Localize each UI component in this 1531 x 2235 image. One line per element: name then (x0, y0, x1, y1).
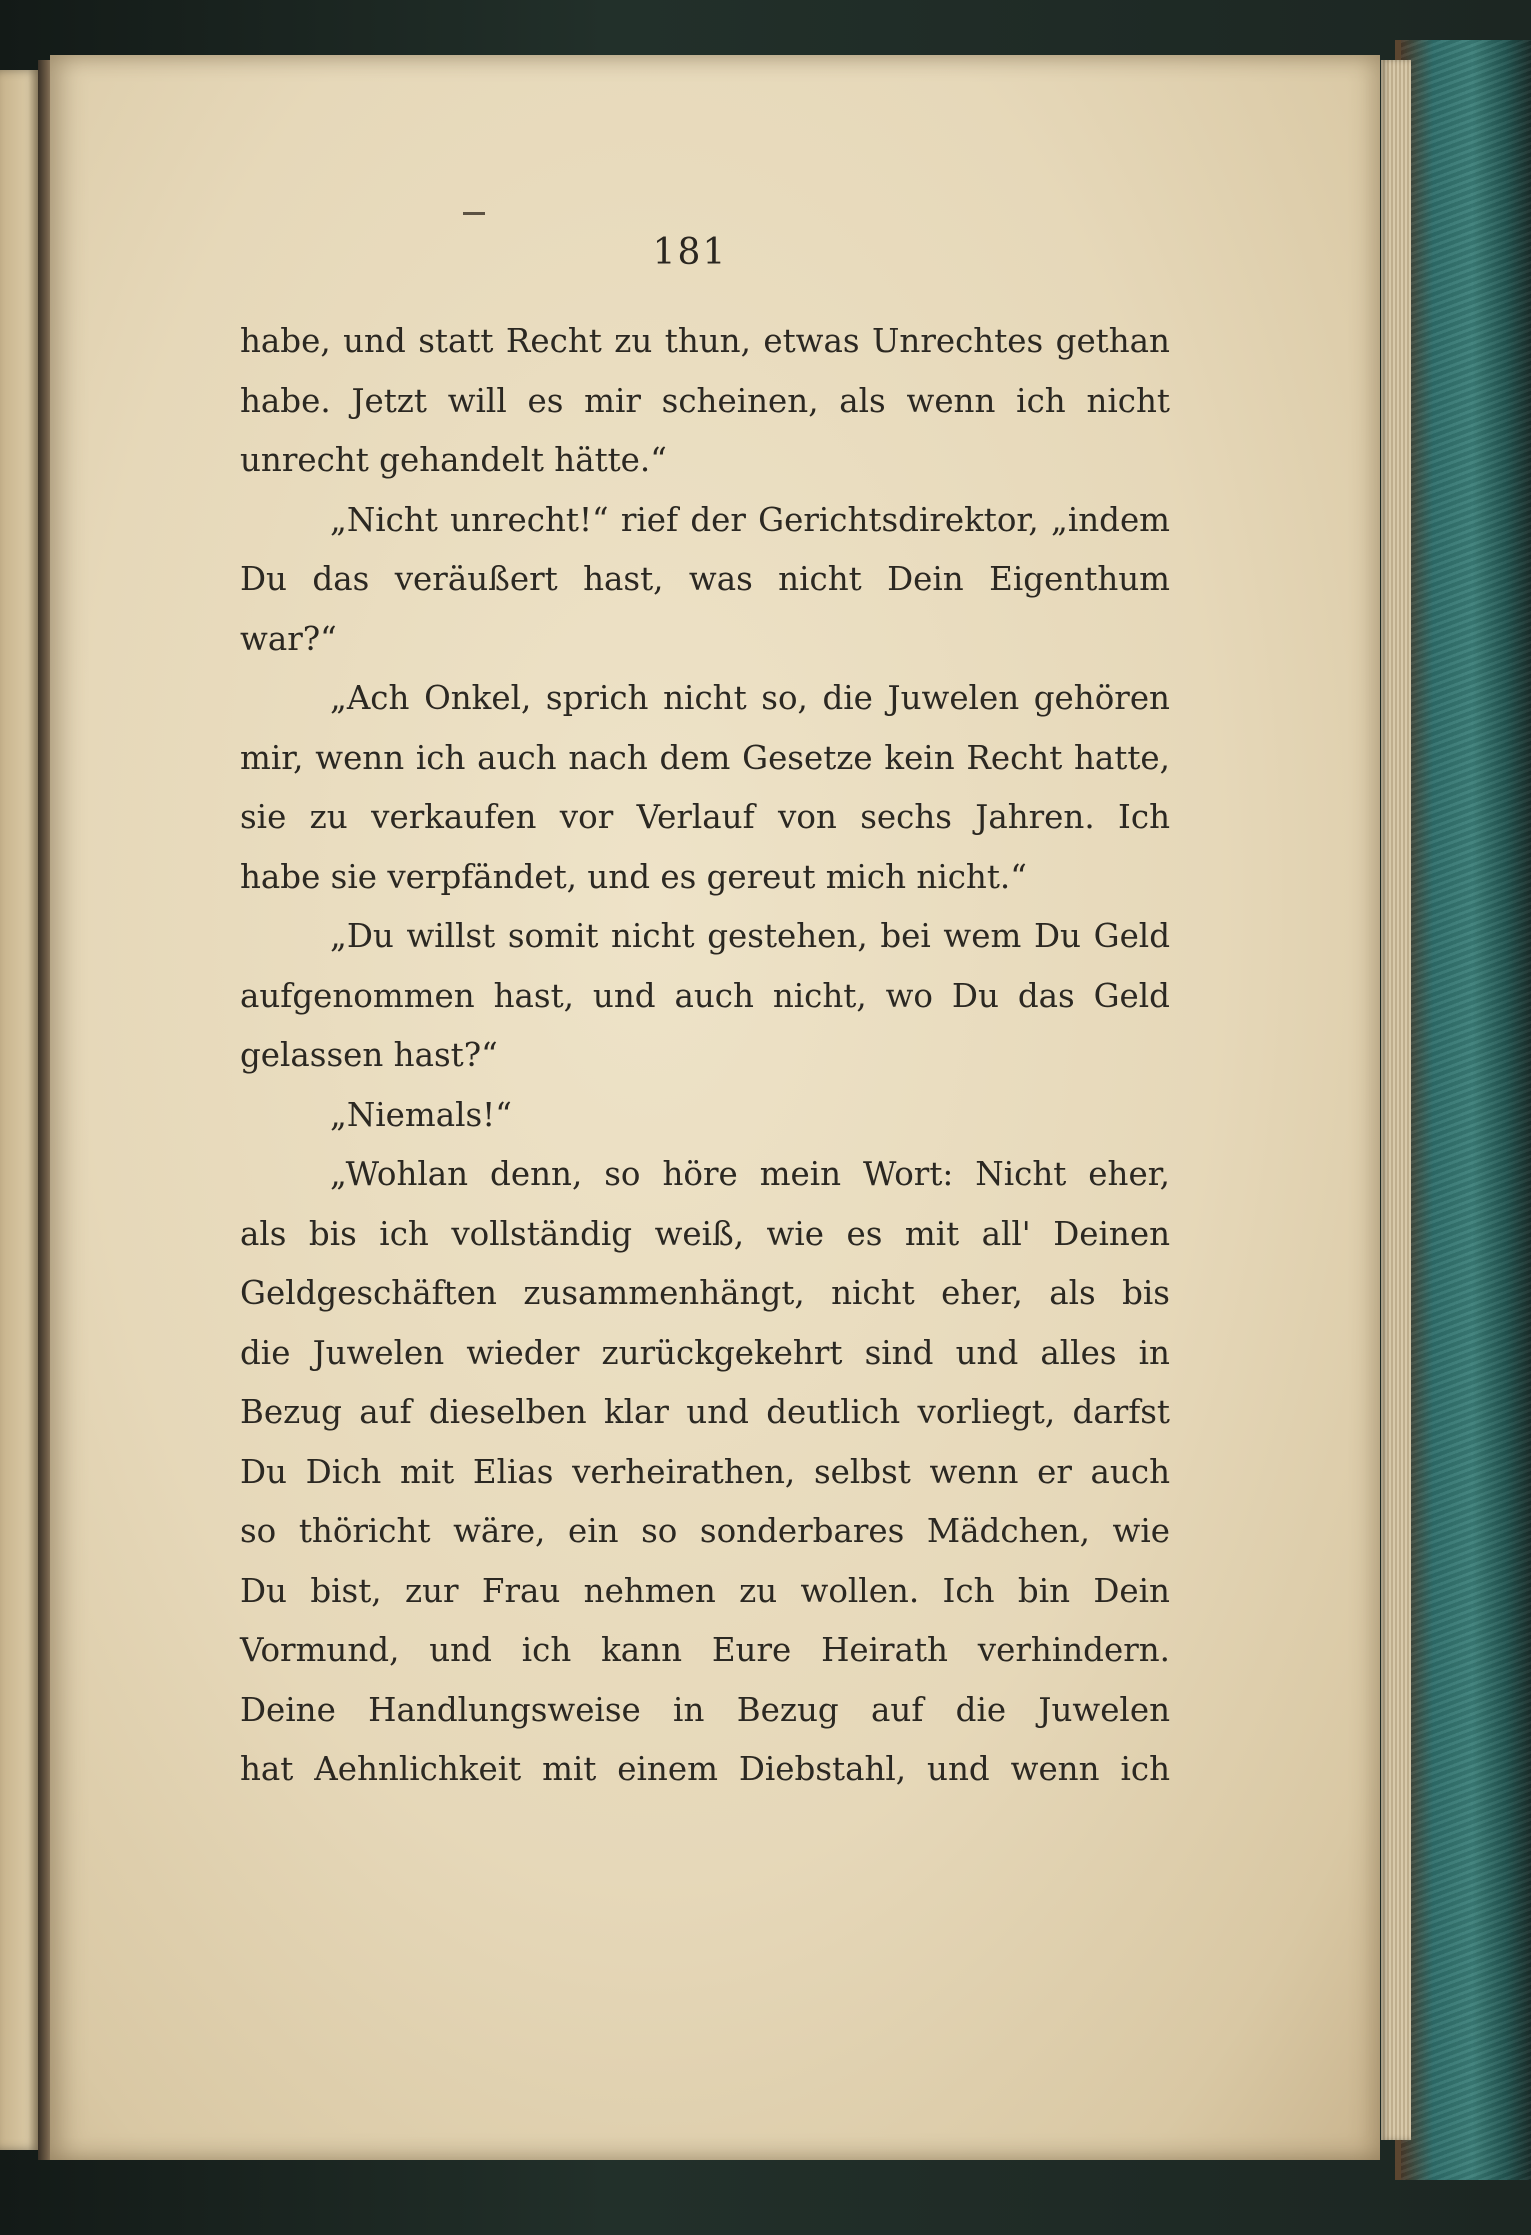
facing-page-edge (0, 70, 40, 2150)
book-cover-edge (1395, 40, 1531, 2180)
text-line: „Niemals!“ (330, 1095, 512, 1134)
text-line: Du das veräußert hast, was nicht Dein Eigenthum (240, 560, 1170, 598)
text-line: habe. Jetzt will es mir scheinen, als wenn ich nicht (240, 381, 1170, 420)
text-line: hat Aehnlichkeit mit einem Diebstahl, und wenn ich (240, 1750, 1170, 1788)
text-line: Bezug auf dieselben klar und deutlich vorliegt, darfst (240, 1393, 1170, 1431)
text-line: gelassen hast?“ (240, 1036, 498, 1074)
text-line: habe sie verpfändet, und es gereut mich nicht.“ (240, 857, 1027, 896)
text-line: sie zu verkaufen vor Verlauf von sechs Jahren. Ich (240, 798, 1170, 836)
text-line: habe, und statt Recht zu thun, etwas Unrechtes gethan (240, 322, 1170, 360)
text-line: Du bist, zur Frau nehmen zu wollen. Ich bin Dein (240, 1571, 1170, 1610)
text-line: Geldgeschäften zusammenhängt, nicht eher, als bis (240, 1274, 1170, 1312)
text-line: als bis ich vollständig weiß, wie es mit all' Deinen (240, 1214, 1170, 1253)
text-line: „Ach Onkel, sprich nicht so, die Juwelen gehören (330, 679, 1170, 717)
text-line: aufgenommen hast, und auch nicht, wo Du das Geld (240, 976, 1170, 1015)
text-line: mir, wenn ich auch nach dem Gesetze kein Recht hatte, (240, 738, 1170, 777)
page-number: 181 (652, 232, 728, 273)
page-stack-edge (1381, 60, 1411, 2140)
text-line: Du Dich mit Elias verheirathen, selbst wenn er auch (240, 1452, 1170, 1491)
text-line: „Wohlan denn, so höre mein Wort: Nicht eher, (330, 1155, 1170, 1193)
text-line: „Du willst somit nicht gestehen, bei wem Du Geld (330, 917, 1170, 955)
text-line: war?“ (240, 619, 337, 658)
body-text (240, 312, 1170, 1800)
text-line: Vormund, und ich kann Eure Heirath verhindern. (240, 1631, 1170, 1669)
header-dash-mark (463, 212, 485, 215)
text-line: so thöricht wäre, ein so sonderbares Mädchen, wie (240, 1512, 1170, 1550)
text-line: die Juwelen wieder zurückgekehrt sind und alles in (240, 1333, 1170, 1372)
text-line: „Nicht unrecht!“ rief der Gerichtsdirektor, „indem (330, 500, 1170, 539)
text-line: Deine Handlungsweise in Bezug auf die Juwelen (240, 1690, 1170, 1729)
text-line: unrecht gehandelt hätte.“ (240, 441, 667, 479)
